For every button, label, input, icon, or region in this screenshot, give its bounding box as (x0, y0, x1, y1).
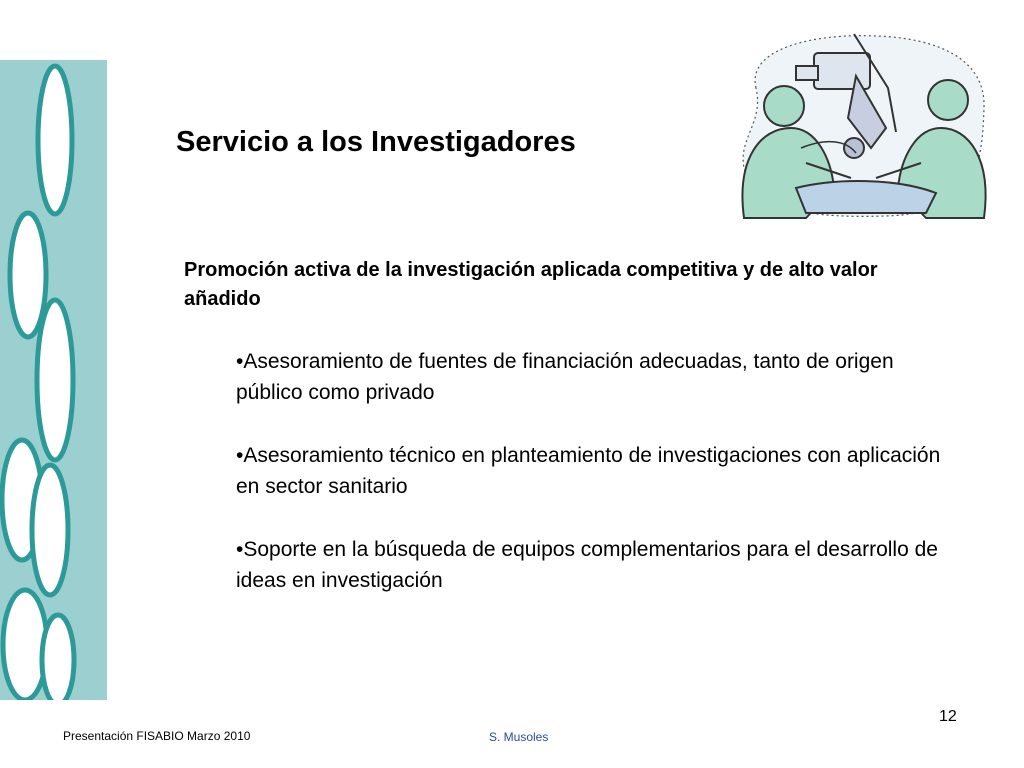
footer-author: S. Musoles (489, 730, 549, 744)
chain-links-pattern (0, 60, 107, 700)
footer-presentation-label: Presentación FISABIO Marzo 2010 (63, 729, 251, 743)
bullet-item: •Asesoramiento técnico en planteamiento de investigaciones con aplicación en sector sanitario (236, 444, 941, 498)
slide-title: Servicio a los Investigadores (176, 126, 576, 158)
surgeons-clipart-illustration (736, 28, 992, 227)
decorative-side-band (0, 60, 107, 700)
page-number: 12 (939, 708, 957, 725)
bullet-item: •Soporte en la búsqueda de equipos complementarios para el desarrollo de ideas en investigación (236, 538, 938, 592)
bullet-list (236, 346, 948, 628)
lead-paragraph: Promoción activa de la investigación aplicada competitiva y de alto valor añadido (184, 259, 878, 310)
bullet-item: •Asesoramiento de fuentes de financiación adecuadas, tanto de origen público como privado (236, 350, 894, 404)
